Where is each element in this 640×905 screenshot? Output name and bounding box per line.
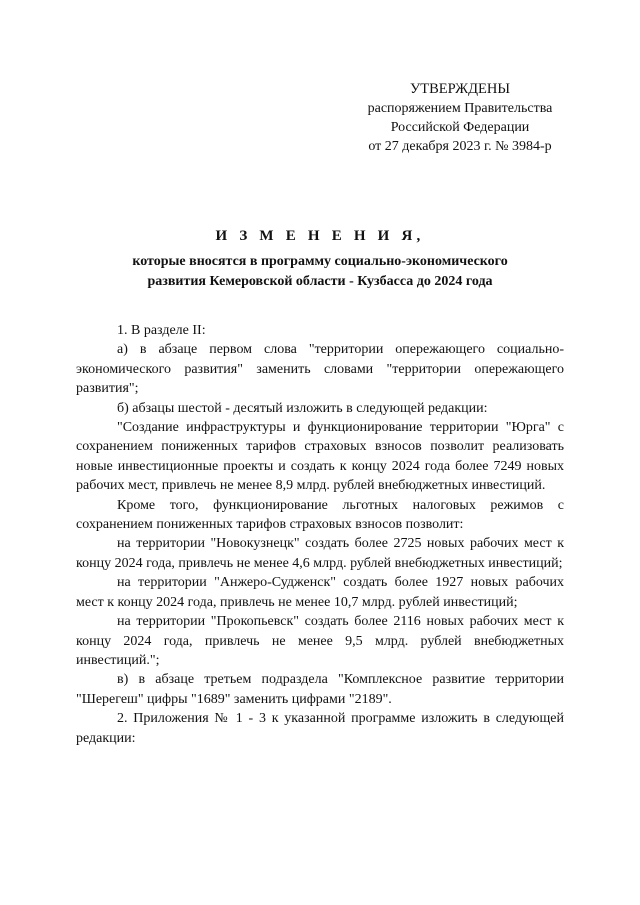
title-subtitle	[70, 252, 570, 292]
title-subtitle-line-2: развития Кемеровской области - Кузбасса до 2024 года	[147, 274, 493, 289]
approval-stamp	[340, 80, 580, 156]
paragraph-section-ii: 1. В разделе II:	[117, 323, 206, 338]
paragraph-v: в) в абзаце третьем подраздела "Комплексное развитие территории "Шерегеш" цифры "1689" заменить цифрами "2189".	[76, 672, 564, 707]
document-body	[76, 321, 564, 748]
paragraph-anzhero-sudzhensk: на территории "Анжеро-Судженск" создать более 1927 новых рабочих мест к концу 2024 года, привлечь не менее 10,7 млрд. рублей инвестиций;	[76, 575, 564, 610]
approval-line-1: распоряжением Правительства	[367, 101, 553, 116]
title-subtitle-line-1: которые вносятся в программу социально-экономического	[132, 254, 508, 269]
paragraph-a: а) в абзаце первом слова "территории опережающего социально-экономического развития" заменить словами "территории опережающего развития";	[76, 342, 564, 397]
paragraph-prokopyevsk: на территории "Прокопьевск" создать более 2116 новых рабочих мест к концу 2024 года, привлечь не менее 9,5 млрд. рублей внебюджетных инвестиций.";	[76, 614, 564, 668]
approval-line-2: Российской Федерации	[390, 120, 530, 135]
paragraph-b: б) абзацы шестой - десятый изложить в следующей редакции:	[117, 400, 488, 416]
document-title	[70, 226, 570, 292]
approval-heading: УТВЕРЖДЕНЫ	[409, 81, 511, 97]
title-main: И З М Е Н Е Н И Я,	[215, 228, 425, 244]
paragraph-besides: Кроме того, функционирование льготных налоговых режимов с сохранением пониженных тарифов страховых взносов позволит:	[76, 497, 564, 533]
approval-line-3: от 27 декабря 2023 г. № 3984-р	[368, 139, 552, 154]
paragraph-yurga: "Создание инфраструктуры и функционирование территории "Юрга" с сохранением пониженных тарифов страховых взносов позволит реализовать новые инвестиционные проекты и создать к концу 2024 года более 7249 новых рабочих мест, привлечь не менее 8,9 млрд. рублей внебюджетных инвестиций.	[76, 420, 564, 494]
paragraph-appendices: 2. Приложения № 1 - 3 к указанной программе изложить в следующей редакции:	[76, 711, 564, 746]
paragraph-novokuznetsk: на территории "Новокузнецк" создать более 2725 новых рабочих мест к концу 2024 года, привлечь не менее 4,6 млрд. рублей внебюджетных инвестиций;	[76, 536, 564, 571]
